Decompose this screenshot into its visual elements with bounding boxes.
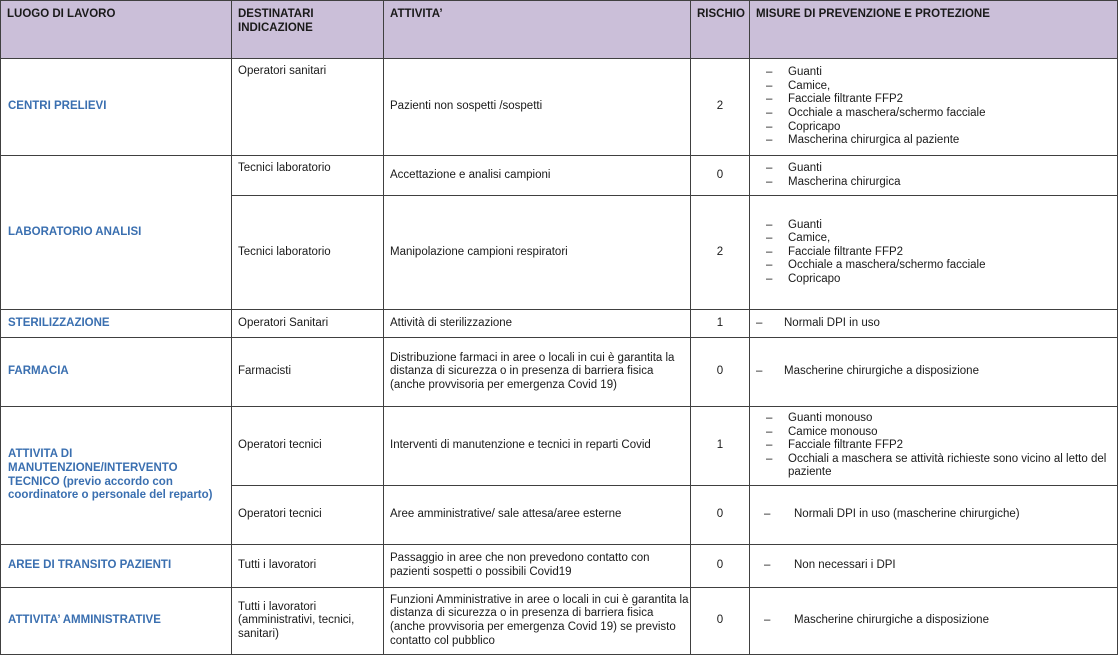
luogo-cell: CENTRI PRELIEVI (1, 59, 232, 156)
misura-item (758, 176, 1117, 190)
misure-list (758, 412, 1117, 480)
misura-text: Camice, (788, 79, 831, 92)
table-row (1, 338, 1118, 407)
misura-item (758, 232, 1117, 246)
dash-marker: – (764, 614, 771, 627)
dash-marker: – (766, 425, 773, 438)
luogo-cell: LABORATORIO ANALISI (1, 156, 232, 310)
destinatari-cell: Operatori tecnici (232, 407, 384, 486)
destinatari-cell: Operatori sanitari (232, 59, 384, 156)
header-rischio: RISCHIO (691, 1, 750, 59)
misura-item (758, 162, 1117, 176)
misure-list (758, 162, 1117, 189)
misure-cell (750, 156, 1118, 196)
dash-marker: – (766, 218, 773, 231)
attivita-cell: Passaggio in aree che non prevedono contatto con pazienti sospetti o possibili Covid19 (384, 545, 691, 588)
attivita-cell: Aree amministrative/ sale attesa/aree esterne (384, 486, 691, 545)
luogo-cell: FARMACIA (1, 338, 232, 407)
dash-marker: – (766, 79, 773, 92)
misura-text: Guanti (788, 161, 822, 174)
misura-text: Normali DPI in uso (mascherine chirurgiche) (794, 508, 1020, 521)
misura-item (758, 107, 1117, 121)
misura-item (758, 93, 1117, 107)
header-luogo: LUOGO DI LAVORO (1, 1, 232, 59)
header-attivita: ATTIVITA’ (384, 1, 691, 59)
destinatari-cell: Tutti i lavoratori (amministrativi, tecnici, sanitari) (232, 588, 384, 655)
header-misure: MISURE DI PREVENZIONE E PROTEZIONE (750, 1, 1118, 59)
misura-text: Normali DPI in uso (784, 316, 880, 329)
misura-item (758, 273, 1117, 287)
dash-marker: – (766, 120, 773, 133)
rischio-cell: 0 (691, 338, 750, 407)
misura-item (758, 121, 1117, 135)
rischio-cell: 2 (691, 59, 750, 156)
attivita-cell: Attività di sterilizzazione (384, 310, 691, 338)
dash-marker: – (766, 134, 773, 147)
misura-text: Mascherine chirurgiche a disposizione (794, 614, 989, 627)
dash-marker: – (766, 66, 773, 79)
misure-cell (750, 59, 1118, 156)
luogo-cell: STERILIZZAZIONE (1, 310, 232, 338)
rischio-cell: 0 (691, 486, 750, 545)
dash-marker: – (766, 175, 773, 188)
table-row (1, 407, 1118, 486)
dash-marker: – (766, 412, 773, 425)
attivita-cell: Pazienti non sospetti /sospetti (384, 59, 691, 156)
attivita-cell: Funzioni Amministrative in aree o locali in cui è garantita la distanza di sicurezza o in presenza di barriera fisica (anche provvisoria per emergenza Covid 19) se previsto contatto col pubblico (384, 588, 691, 655)
header-destinatari: DESTINATARI INDICAZIONE (232, 1, 384, 59)
misura-item (758, 134, 1117, 148)
misura-text: Mascherina chirurgica (788, 175, 901, 188)
table-row (1, 310, 1118, 338)
misure-cell (750, 310, 1118, 338)
misura-text: Mascherina chirurgica al paziente (788, 134, 960, 147)
misure-list (758, 66, 1117, 148)
dash-marker: – (766, 161, 773, 174)
misura-item (758, 80, 1117, 94)
destinatari-cell: Tecnici laboratorio (232, 156, 384, 196)
attivita-cell: Accettazione e analisi campioni (384, 156, 691, 196)
rischio-cell: 0 (691, 588, 750, 655)
misura-text: Guanti monouso (788, 412, 873, 425)
destinatari-cell: Farmacisti (232, 338, 384, 407)
misura-text: Occhiale a maschera/schermo facciale (788, 107, 986, 119)
destinatari-cell: Tutti i lavoratori (232, 545, 384, 588)
luogo-cell: ATTIVITA’ AMMINISTRATIVE (1, 588, 232, 655)
misura-text: Guanti (788, 66, 822, 79)
misure-cell (750, 545, 1118, 588)
misure-list (758, 219, 1117, 287)
misura-item (758, 219, 1117, 233)
misura-item (758, 439, 1117, 453)
destinatari-cell: Tecnici laboratorio (232, 196, 384, 310)
misura-text: Facciale filtrante FFP2 (788, 439, 904, 452)
misura-text: Facciale filtrante FFP2 (788, 93, 904, 106)
dash-marker: – (764, 559, 771, 572)
header-row (1, 1, 1118, 59)
misure-cell (750, 486, 1118, 545)
destinatari-cell: Operatori Sanitari (232, 310, 384, 338)
attivita-cell: Distribuzione farmaci in aree o locali in cui è garantita la distanza di sicurezza o in presenza di barriera fisica (anche provvisoria per emergenza Covid 19) (384, 338, 691, 407)
luogo-cell: ATTIVITA DI MANUTENZIONE/INTERVENTO TECNICO (previo accordo con coordinatore o personale del reparto) (1, 407, 232, 545)
dash-marker: – (766, 245, 773, 258)
destinatari-cell: Operatori tecnici (232, 486, 384, 545)
rischio-cell: 2 (691, 196, 750, 310)
misura-item (758, 259, 1117, 273)
dash-marker: – (766, 107, 773, 119)
misure-cell (750, 338, 1118, 407)
luogo-cell: AREE DI TRANSITO PAZIENTI (1, 545, 232, 588)
misura-text: Occhiale a maschera/schermo facciale (788, 259, 986, 272)
misura-text: Non necessari i DPI (794, 559, 896, 572)
rischio-cell: 0 (691, 156, 750, 196)
dash-marker: – (766, 272, 773, 285)
dash-marker: – (764, 508, 771, 521)
rischio-cell: 0 (691, 545, 750, 588)
dash-marker: – (766, 452, 773, 465)
dash-marker: – (756, 316, 763, 329)
misure-cell (750, 588, 1118, 655)
dash-marker: – (766, 439, 773, 452)
rischio-cell: 1 (691, 310, 750, 338)
misura-item (758, 412, 1117, 426)
table-row (1, 545, 1118, 588)
dash-marker: – (766, 259, 773, 272)
misure-cell (750, 407, 1118, 486)
misura-text: Occhiali a maschera se attività richieste sono vicino al letto del paziente (788, 452, 1107, 479)
misura-text: Copricapo (788, 120, 841, 133)
misura-text: Camice monouso (788, 425, 878, 438)
misura-item (758, 453, 1117, 480)
misura-text: Facciale filtrante FFP2 (788, 245, 904, 258)
misura-text: Guanti (788, 218, 822, 231)
table-row (1, 588, 1118, 655)
rischio-cell: 1 (691, 407, 750, 486)
table-row (1, 59, 1118, 156)
misura-text: Copricapo (788, 272, 841, 285)
dash-marker: – (756, 365, 763, 378)
misura-text: Camice, (788, 232, 831, 245)
misura-item (758, 426, 1117, 440)
misura-text: Mascherine chirurgiche a disposizione (784, 365, 979, 378)
dash-marker: – (766, 93, 773, 106)
attivita-cell: Interventi di manutenzione e tecnici in reparti Covid (384, 407, 691, 486)
misure-cell (750, 196, 1118, 310)
misura-item (758, 66, 1117, 80)
dash-marker: – (766, 232, 773, 245)
table-row (1, 156, 1118, 196)
attivita-cell: Manipolazione campioni respiratori (384, 196, 691, 310)
misura-item (758, 246, 1117, 260)
